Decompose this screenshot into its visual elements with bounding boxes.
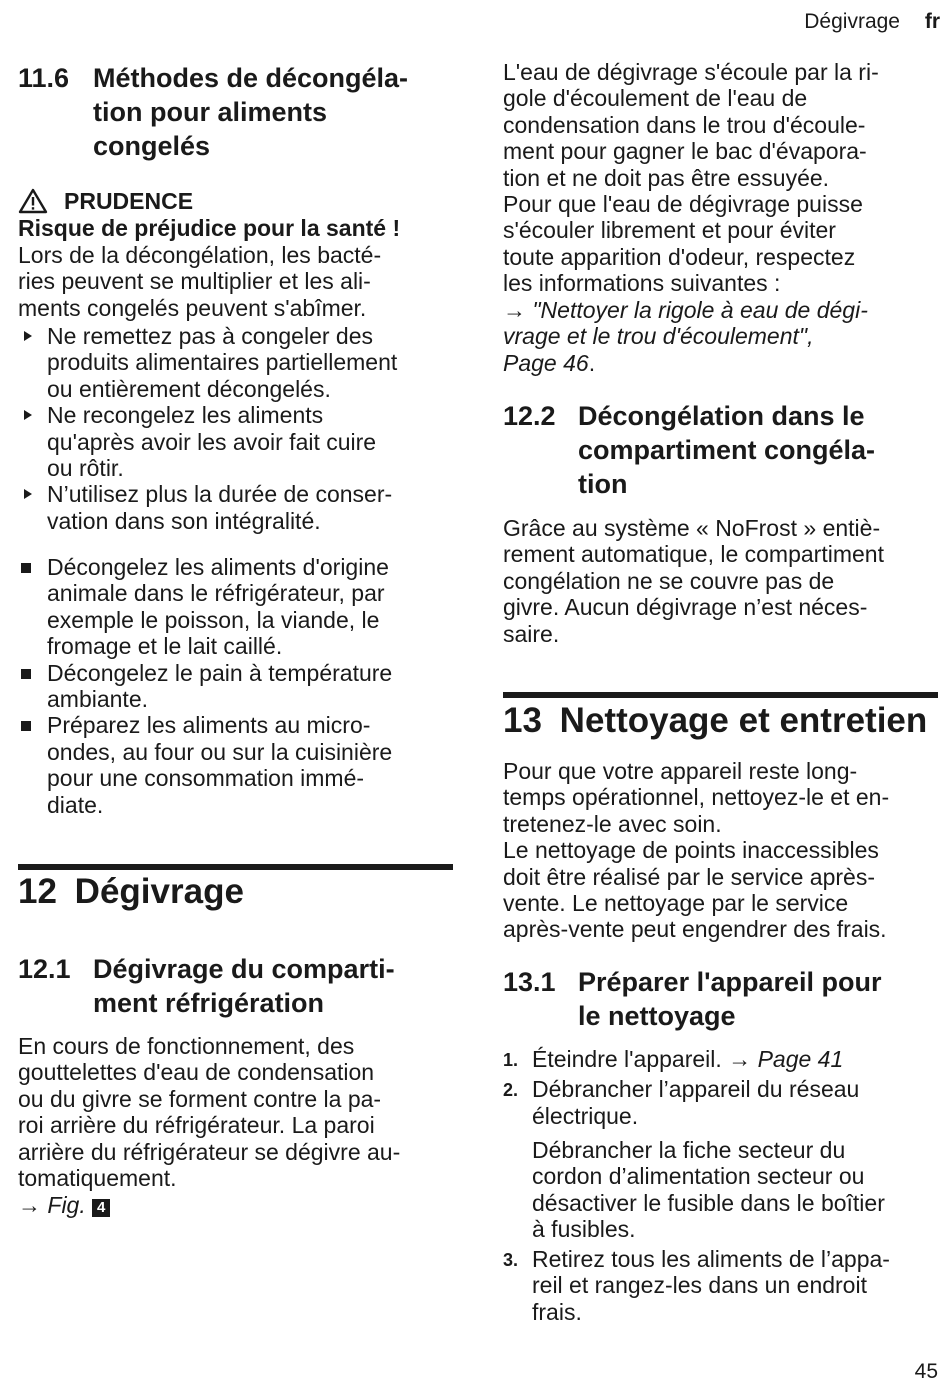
chapter-divider <box>18 864 453 870</box>
section-13-body: Pour que votre appareil reste long- temps opérationnel, nettoyez-le et en- tretenez-le avec soin. Le nettoyage de points inaccessibles doit être réalisé par le service après- vente. Le nettoyage par le service après-vente peut engendrer des frais. <box>503 758 890 943</box>
section-12-1-body: En cours de fonctionnement, des gouttelettes d'eau de condensation ou du givre se forment contre la pa- roi arrière du réfrigérateur. La paroi arrière du réfrigérateur se dégivre au- tomatiquement. <box>18 1033 401 1192</box>
bullet-triangle-icon <box>24 410 32 420</box>
figure-number-badge: 4 <box>92 1199 110 1217</box>
section-title: Préparer l'appareil pour le nettoyage <box>578 967 882 1031</box>
list-item: Ne recongelez les aliments qu'après avoir les avoir fait cuire ou rôtir. <box>18 402 453 481</box>
arrow-right-icon: → <box>18 1192 41 1218</box>
caution-headline: Risque de préjudice pour la santé ! <box>18 215 401 242</box>
list-item: 2. Débrancher l’appareil du réseau électrique. <box>503 1076 860 1129</box>
list-item: 1. Éteindre l'appareil. → Page 41 <box>503 1046 844 1072</box>
page-number: 45 <box>914 1360 938 1383</box>
section-title: Décongélation dans le compartiment congéla- tion <box>578 401 876 499</box>
section-number: 13.1 <box>503 967 556 997</box>
cleaning-channel-link[interactable]: → "Nettoyer la rigole à eau de dégi- vrage et le trou d'écoulement", Page 46. <box>503 297 868 376</box>
arrow-right-icon: → <box>728 1046 752 1072</box>
language-tag: fr <box>924 10 940 33</box>
step-number: 3. <box>503 1250 519 1270</box>
preparation-steps <box>503 1046 943 1129</box>
bullet-triangle-icon <box>24 489 32 499</box>
step-number: 2. <box>503 1080 519 1101</box>
link-text: "Nettoyer la rigole à eau de dégi- vrage et le trou d'écoulement", Page 46 <box>503 297 868 376</box>
list-item: Ne remettez pas à congeler des produits alimentaires partiellement ou entièrement décongelés. <box>18 323 453 402</box>
bullet-square-icon <box>21 563 31 573</box>
chapter-divider <box>503 692 938 698</box>
section-title: Dégivrage du comparti- ment réfrigération <box>93 954 395 1018</box>
chapter-number: 13 <box>503 701 542 740</box>
caution-label: PRUDENCE <box>64 188 194 214</box>
section-title: Méthodes de décongéla- tion pour aliments congelés <box>93 63 409 161</box>
page-reference-link[interactable]: Page 41 <box>757 1046 844 1072</box>
bullet-triangle-icon <box>24 331 32 341</box>
list-item: Préparez les aliments au micro- ondes, au four ou sur la cuisinière pour une consommation immé- diate. <box>18 712 453 818</box>
preparation-steps-continued <box>503 1246 943 1325</box>
thawing-tips-list <box>18 554 453 818</box>
chapter-title: Nettoyage et entretien <box>559 701 928 740</box>
caution-box <box>18 188 453 321</box>
section-13-1-heading <box>503 965 938 1033</box>
section-11-6-heading <box>18 61 453 163</box>
step-number: 1. <box>503 1050 519 1070</box>
step-detail: Débrancher la fiche secteur du cordon d’alimentation secteur ou désactiver le fusible dans le boîtier à fusibles. <box>532 1137 885 1243</box>
section-number: 12.2 <box>503 401 556 431</box>
running-header-title: Dégivrage <box>804 10 900 33</box>
chapter-12-heading <box>18 871 453 913</box>
figure-reference[interactable] <box>18 1192 453 1218</box>
caution-header <box>18 188 453 214</box>
section-12-1-heading <box>18 952 453 1020</box>
list-item: Décongelez les aliments d'origine animale dans le réfrigérateur, par exemple le poisson, la viande, le fromage et le lait caillé. <box>18 554 453 660</box>
section-number: 12.1 <box>18 954 71 984</box>
section-12-2-heading <box>503 399 938 501</box>
bullet-square-icon <box>21 669 31 679</box>
arrow-right-icon: → <box>503 297 526 323</box>
bullet-square-icon <box>21 721 31 731</box>
figure-label: Fig. <box>47 1192 86 1218</box>
chapter-13-heading <box>503 700 943 742</box>
list-item: Décongelez le pain à température ambiante. <box>18 660 453 713</box>
list-item: 3. Retirez tous les aliments de l’appa- reil et rangez-les dans un endroit frais. <box>503 1246 890 1325</box>
defrost-water-text: L'eau de dégivrage s'écoule par la ri- gole d'écoulement de l'eau de condensation dans le trou d'écoule- ment pour gagner le bac d'évapora- tion et ne doit pas être essuyée. Pour que l'eau de dégivrage puisse s'écouler librement et pour éviter toute apparition d'odeur, respectez les informations suivantes : <box>503 59 879 297</box>
chapter-title: Dégivrage <box>74 872 244 911</box>
warning-triangle-icon <box>18 188 48 214</box>
caution-text: Lors de la décongélation, les bacté- ries peuvent se multiplier et les ali- ments congelés peuvent s'abîmer. <box>18 241 382 321</box>
caution-bullet-list <box>18 323 453 534</box>
section-number: 11.6 <box>18 63 70 93</box>
section-12-2-body: Grâce au système « NoFrost » entiè- rement automatique, le compartiment congélation ne se couvre pas de givre. Aucun dégivrage n’est néces- saire. <box>503 515 884 647</box>
chapter-number: 12 <box>18 872 57 911</box>
list-item: N’utilisez plus la durée de conser- vation dans son intégralité. <box>18 481 453 534</box>
